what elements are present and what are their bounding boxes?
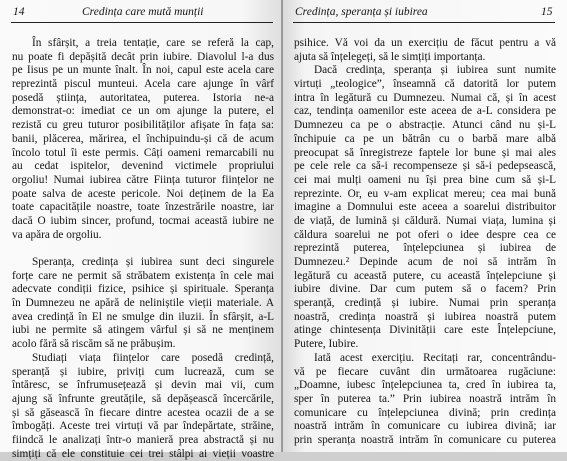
text-line: pe cele rele ca să-i recompenseze și să-i pedepsească, — [294, 160, 556, 173]
text-line: virtuți „teologice”, înseamnă că datorită lor putem — [294, 78, 556, 91]
text-line: forțe care ne permit să străbatem existența în cele mai — [12, 269, 274, 282]
text-line: caz, tendința oamenilor este aceea de a-L considera pe — [294, 105, 556, 118]
text-line: Speranța, credința și iubirea sunt deci singurele — [32, 256, 274, 268]
text-line: reprezintă piscul munteui. Acela care ajunge în vârf — [12, 78, 274, 91]
text-line: în Dumnezeu ne apără de neliniștile vieții materiale. A — [12, 297, 274, 310]
text-line: au cedat ispitelor, devenind victimele propriului — [12, 160, 274, 173]
text-line: „Doamne, iubesc înțelepciunea ta, cred în iubirea ta, — [294, 379, 556, 392]
text-line: de viață, de lumină și căldură. Numai viața, lumina și — [294, 214, 556, 227]
running-head: Credința care mută munții — [82, 6, 204, 18]
text-line: Dumnezeu.² Depinde acum de noi să intrăm în — [294, 256, 556, 268]
page-number: 14 — [13, 6, 25, 18]
left-page — [0, 0, 283, 460]
text-line: Dacă credința, speranța și iubirea sunt numite — [314, 64, 556, 77]
body-text — [294, 37, 556, 448]
header-rule — [293, 22, 555, 23]
body-text — [12, 37, 274, 461]
text-line: ajung să înfrunte greutățile, să depășească încercările, — [12, 392, 274, 405]
text-line: sper în puterea ta.” Prin iubirea noastră intrăm în — [294, 392, 556, 405]
text-line: și să găsească în fiecare dintre acestea ocazii de a se — [12, 406, 274, 419]
text-line: nu poate fi depășită decât prin iubire. Diavolul l-a dus — [12, 50, 274, 63]
page-number: 15 — [541, 6, 553, 18]
text-line: simțiți că ele constituie cei trei stâlpi ai vieții voastre — [12, 447, 274, 460]
text-line: vă pe fiecare cuvânt din următoarea rugăciune: — [294, 365, 556, 378]
text-line: rezistă cu greu tuturor posibilităților afișate în fața sa: — [12, 119, 274, 132]
text-line: avea credință în El ne smulge din iluzii. În sfârșit, a-L — [12, 310, 274, 323]
text-line: banii, plăcerea, mărirea, el închipuindu-și că de acum — [12, 132, 274, 145]
text-line: poate salva de aceste pericole. Noi deținem de la Ea — [12, 187, 274, 200]
header-rule — [11, 22, 273, 23]
text-line: va apăra de orgoliu. — [12, 228, 102, 241]
text-line: căldura soarelui ne pot oferi o idee despre cea ce — [294, 228, 556, 241]
text-line: atinge chintesența Divinității care este Înțelepciune, — [294, 324, 556, 337]
text-line: iubire divine. Dar cum putem să o facem? Prin — [294, 283, 556, 296]
text-line: prin speranța noastră intrăm în comunicare cu puterea — [294, 433, 556, 446]
text-line: Putere, Iubire. — [294, 338, 359, 351]
text-line: iubi ne permite să atingem vârful și să ne menținem — [12, 324, 274, 337]
text-line: acolo fără să riscăm să ne prăbușim. — [12, 338, 176, 351]
text-line: preocupat să înregistreze faptele lor bune și mai ales — [294, 146, 556, 159]
text-line: cei mai mulți oameni nu își prea bine cum să și-L — [294, 173, 556, 186]
paragraph-gap — [12, 242, 274, 256]
text-line: dacă O iubim sincer, profund, tocmai această iubire ne — [12, 214, 274, 227]
text-line: îmbogăți. Aceste trei virtuți vă par îndepărtate, străine, — [12, 420, 274, 433]
text-line: adecvate condiții fizice, psihice și spirituale. Speranța — [12, 283, 274, 296]
text-line: speranță și iubire, priviți cum lucrează, cum se — [12, 365, 274, 378]
text-line: fiindcă le analizați într-o manieră prea abstractă și nu — [12, 433, 274, 446]
text-line: imagine a Domnului este aceea a soarelui distribuitor — [294, 201, 556, 214]
text-line: orgoliu! Numai iubirea către Ființa tuturor ființelor ne — [12, 173, 274, 186]
text-line: Dumnezeu ca pe o abstracție. Atunci când nu și-L — [294, 119, 556, 132]
text-line: demonstrat-o: imediat ce un om ajunge la putere, el — [12, 105, 274, 118]
text-line: ajuta să înțelegeți, să le simțiți importanța. — [294, 50, 486, 63]
text-line: psihice. Vă voi da un exercițiu de făcut pentru a vă — [294, 37, 556, 49]
text-line: În sfârșit, a treia tentație, care se referă la cap, — [32, 37, 274, 49]
text-line: posedă știința, autoritatea, puterea. Istoria ne-a — [12, 91, 274, 104]
text-line: comunicare cu înțelepciunea divină; prin credința — [294, 406, 556, 419]
text-line: reprezintă puterea, înțelepciunea și iubirea de — [294, 242, 556, 255]
running-head: Credința, speranța și iubirea — [295, 6, 428, 18]
text-line: noastră intrăm în comunicare cu iubirea divină; iar — [294, 420, 556, 433]
text-line: Iată acest exercițiu. Recitați rar, concentrându- — [314, 351, 556, 364]
right-page — [283, 0, 567, 452]
text-line: legătură cu această putere, cu această înțelepciune și — [294, 269, 556, 282]
text-line: noastră, credința noastră și iubirea noastră putem — [294, 310, 556, 323]
text-line: întăresc, se înfrumusețează și devin mai vii, cum — [12, 379, 274, 392]
text-line: pe Iisus pe un munte înalt. În noi, capul este acela care — [12, 64, 274, 77]
text-line: intra în legătură cu Dumnezeu. Numai că, și în acest — [294, 91, 556, 104]
text-line: toate capacitățile noastre, toate înzestrările noastre, iar — [12, 201, 274, 214]
text-line: închipuie ca pe un bătrân cu o barbă mare albă — [294, 132, 556, 145]
text-line: speranță, credință și iubire. Numai prin speranța — [294, 297, 556, 310]
text-line: încolo totul îi este permis. Câți oameni remarcabili nu — [12, 146, 274, 159]
text-line: reprezinte. Or, eu v-am explicat mereu; cea mai bună — [294, 187, 556, 200]
text-line: Studiați viața ființelor care posedă credință, — [32, 351, 274, 364]
